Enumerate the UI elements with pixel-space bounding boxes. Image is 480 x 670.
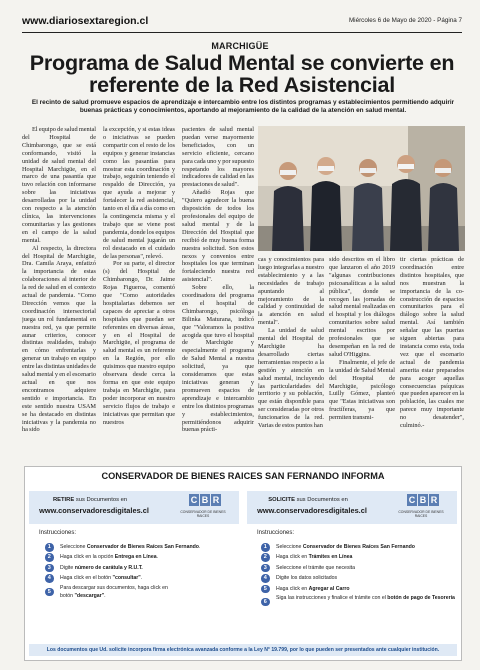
step-text: Para descargar sus documentos, haga click en botón: [60, 584, 168, 599]
solicite-banner: [247, 491, 457, 524]
section-label: MARCHIGÜE: [211, 41, 269, 51]
issue-date: Miércoles 6 de Mayo de 2020 - Página 7: [348, 17, 462, 24]
solicite-word: SOLICITE: [268, 497, 295, 503]
paragraph: El equipo de salud mental del Hospital de Chimbarongo, que se está conformando, visitó la unidad de salud mental del Hospital Marchigüe, en el marco de una pasantía que tuvo relación con informarse sobre las iniciativas desarrolladas por la unidad con respecto a la atención clínica, las intervenciones comunitarias y las gestiones en el campo de la salud mental.: [22, 126, 96, 244]
lead-paragraph: El recinto de salud promueve espacios de aprendizaje e intercambio entre los distintos programas y establecimientos permitiendo adquirir buenas prácticas y conocimientos, aportando al mejoramiento de la calidad de la atención en salud mental.: [31, 99, 455, 114]
step-number: 3: [45, 564, 54, 573]
step-text: .: [198, 544, 201, 550]
step-text: Digite los datos solicitados: [276, 575, 338, 582]
paragraph: tir ciertas prácticas de coordinación entre distintos hospitales, que nos muestran la importancia de la co-construcción de espacios comunitarios para el diálogo sobre la salud mental. Así también señalar que las puertas siguen abiertas para instancia como esta, toda vez que el escenario actual de pandemia amerita estar preparados para acoger aquellas consecuencias psíquicas que pueden aparecer en la población, las cuales me parece muy importante no desatender", culminó.-: [400, 256, 464, 430]
step-text: Siga las instrucciones y finalice el trámite con el: [276, 594, 388, 601]
staff-group-photo: [258, 126, 465, 251]
retire-word: RETIRE: [52, 497, 75, 503]
article-column-2: [103, 126, 175, 458]
step-number: 2: [261, 553, 270, 562]
step-bold: Conservador de Bienes Raíces San Fernando: [302, 544, 415, 550]
step-number: 5: [261, 585, 270, 594]
logo-letter: R: [212, 495, 220, 505]
article-column-3: [182, 126, 254, 458]
step-item: [261, 584, 457, 594]
step-text: Seleccione: [60, 544, 87, 550]
solicite-url-link[interactable]: www.conservadoresdigitales.cl: [257, 506, 367, 515]
paragraph: la excepción, y si estas ideas o iniciativas se pueden compartir con el resto de los equipos y generar instancias como las pasantías para mostrar esta coordinación y trabajo, seguirán teniendo el respaldo de Dirección, ya que ayuda a mejorar y fortalecer la red asistencial, tanto en el día a día como en la contingencia misma y el trabajo que se viene post pandemia, donde los equipos de salud mental jugarán un rol destacado en el cuidado de las personas", relevó.: [103, 126, 175, 260]
step-bold: "descargar": [74, 592, 105, 599]
step-item: [261, 563, 457, 573]
paragraph: cas y conocimientos para luego integrarlas a nuestro establecimiento y a las necesidades de trabajo apuntando al mejoramiento de la calidad y continuidad de la atención en salud mental".: [258, 256, 324, 327]
step-item: [45, 573, 235, 583]
headline: Programa de Salud Mental se convierte en referente de la Red Asistencial: [29, 51, 455, 97]
instructions-title: Instrucciones:: [257, 530, 295, 536]
step-text: .: [140, 575, 143, 582]
paragraph: pacientes de salud mental puedan verse mayormente beneficiados, con un servicio eficiente, cercano para cada uno y por supuesto respetando los mayores indicadores de calidad en las prestaciones de salud".: [182, 126, 254, 189]
retire-steps: [45, 542, 235, 601]
step-text: .: [104, 592, 106, 599]
solicite-text: [247, 497, 369, 503]
cbr-logo: [174, 494, 232, 522]
step-number: 1: [261, 543, 270, 552]
step-item: [261, 542, 457, 552]
step-bold: Conservador de Bienes Raíces San Fernando: [86, 544, 199, 550]
step-text: Seleccione: [276, 544, 303, 550]
step-number: 5: [45, 588, 54, 597]
step-item: [45, 584, 170, 601]
article-photo: [258, 126, 465, 251]
page-header: [22, 14, 462, 33]
logo-caption: CONSERVADOR DE BIENES RAICES: [180, 510, 226, 518]
ad-title: CONSERVADOR DE BIENES RAICES SAN FERNANDO INFORMA: [101, 471, 385, 481]
step-item: [45, 563, 235, 573]
step-bold: Trámites en Línea: [308, 554, 353, 561]
step-bold: Entrega en Línea: [114, 554, 157, 561]
step-text: Haga click en el botón: [60, 575, 113, 582]
instructions-title: Instrucciones:: [39, 530, 77, 536]
logo-caption: CONSERVADOR DE BIENES RAICES: [398, 510, 444, 518]
cbr-logo: [392, 494, 450, 522]
retire-rest: sus Documentos en: [75, 497, 128, 503]
step-text: Haga click en: [276, 585, 309, 592]
step-number: 3: [261, 564, 270, 573]
step-item: [261, 594, 456, 611]
paragraph: Añadió Rojas que "Quiero agradecer la buena disposición de todos los profesionales del equipo de salud mental y de la Dirección del Hospital que recibió de muy buena forma nuestra solicitud. Son estos nexos y convenios entre hospitales los que terminan fortaleciendo nuestra red asistencial".: [182, 189, 254, 284]
article-column-6: [400, 256, 464, 458]
step-number: 1: [45, 543, 54, 552]
step-text: .: [156, 554, 159, 561]
conservador-advertisement: [24, 466, 462, 661]
step-bold: número de carátula y R.U.T.: [74, 564, 143, 571]
logo-letter: R: [430, 495, 438, 505]
step-text: Haga click en: [276, 554, 309, 561]
logo-letter: B: [201, 495, 209, 505]
step-bold: Agregar al Carro: [308, 585, 350, 592]
ad-footer-note: Los documentos que Ud. solicite incorpora firma electrónica avanzada conforme a la Ley N° 19.799, por lo que pueden ser presentados ante cualquier institución.: [29, 644, 457, 656]
paragraph: Finalmente, el jefe de la unidad de Salud Mental del Hospital de Marchigüe, psicólogo Luilly Gómez, planteó que "Estas iniciativas son fructíferas, ya que permiten transmi-: [329, 358, 395, 422]
article-column-4: [258, 256, 324, 458]
retire-banner: [29, 491, 239, 524]
step-text: Haga click en la opción: [60, 554, 115, 561]
step-number: 4: [261, 574, 270, 583]
step-bold: "consultar": [112, 575, 141, 582]
solicite-steps: [261, 542, 457, 611]
logo-letter: B: [419, 495, 427, 505]
step-bold: botón de pago de Tesorería: [387, 594, 455, 601]
paragraph: La unidad de salud mental del Hospital de Marchigüe ha desarrollado ciertas herramientas respecto a la gestión y atención en salud mental, incluyendo las particularidades del territorio y su población, que están disponible para ser consideradas por otros funcionarios de la red. Varias de estos puntos han: [258, 327, 324, 430]
paragraph: sido descritos en el libro que lanzaron el año 2019 "algunas contribuciones psicoanalíticas a la salud pública", donde se recogen las jornadas de salud mental realizadas en el hospital y los diálogos comunitarios sobre salud mental escritos por profesionales que se desempeñan en la red de salud O'Higgins.: [329, 256, 395, 358]
step-item: [45, 542, 235, 552]
step-item: [261, 573, 457, 583]
step-text: Digite: [60, 564, 75, 571]
step-number: 2: [45, 553, 54, 562]
step-item: [45, 552, 235, 562]
paragraph: Sobre ello, la coordinadora del programa en el hospital de Chimbarongo, psicóloga Bilinka Maturana, indicó que "Valoramos la positiva acogida que tuvo el hospital de Marchigüe y especialmente el programa de Salud Mental a nuestra solicitud, ya que consideramos que estas iniciativas generan y promueven espacios de aprendizaje e intercambio entre los distintos programas y establecimientos, permitiéndonos adquirir buenas prácti-: [182, 284, 254, 434]
article-column-5: [329, 256, 395, 458]
paragraph: Por su parte, el director (s) del Hospital de Chimbarongo, Dr. Jaime Rojas Figueroa, comentó que "Como autoridades hospitalarias debemos ser capaces de apreciar a otros hospitales que puedan ser referentes en diversas áreas, y en el Hospital de Marchigüe, el programa de salud mental es un referente en la Región, por ello quisimos que nuestro equipo observara desde cerca la forma en que este equipo trabaja en Marchigüe, para poder incorporar en nuestro servicio flujos de trabajo e iniciativas que permitan que nuestros: [103, 260, 175, 426]
retire-text: [29, 497, 151, 503]
logo-letter: C: [408, 495, 416, 505]
step-text: Seleccione el trámite que necesita: [276, 564, 356, 571]
site-name: www.diariosextaregion.cl: [22, 15, 149, 27]
solicite-rest: sus Documentos en: [296, 497, 348, 503]
retire-url-link[interactable]: www.conservadoresdigitales.cl: [39, 506, 149, 515]
paragraph: Al respecto, la directora del Hospital de Marchigüe, Dra. Camila Araya, enfatizó la importancia de estas colaboraciones al interior de la red de salud en el contexto actual de pandemia. "Como Dirección vemos que la coordinación intersectorial juega un rol fundamental en nuestra red, ya que permite aunar criterios, conocer distintas realidades, trabajo en cómo enfrentarlas y generar un trabajo en equipo entre las distintas unidades de salud mental y en el escenario actual en que nos encontramos adquiere sentido e importancia. En este sentido nuestra USAM se ha destacado en distintas iniciativas y la pandemia no ha sido: [22, 244, 96, 434]
logo-letter: C: [190, 495, 198, 505]
step-number: 4: [45, 574, 54, 583]
step-item: [261, 552, 457, 562]
step-number: 6: [261, 598, 270, 607]
article-column-1: [22, 126, 96, 458]
